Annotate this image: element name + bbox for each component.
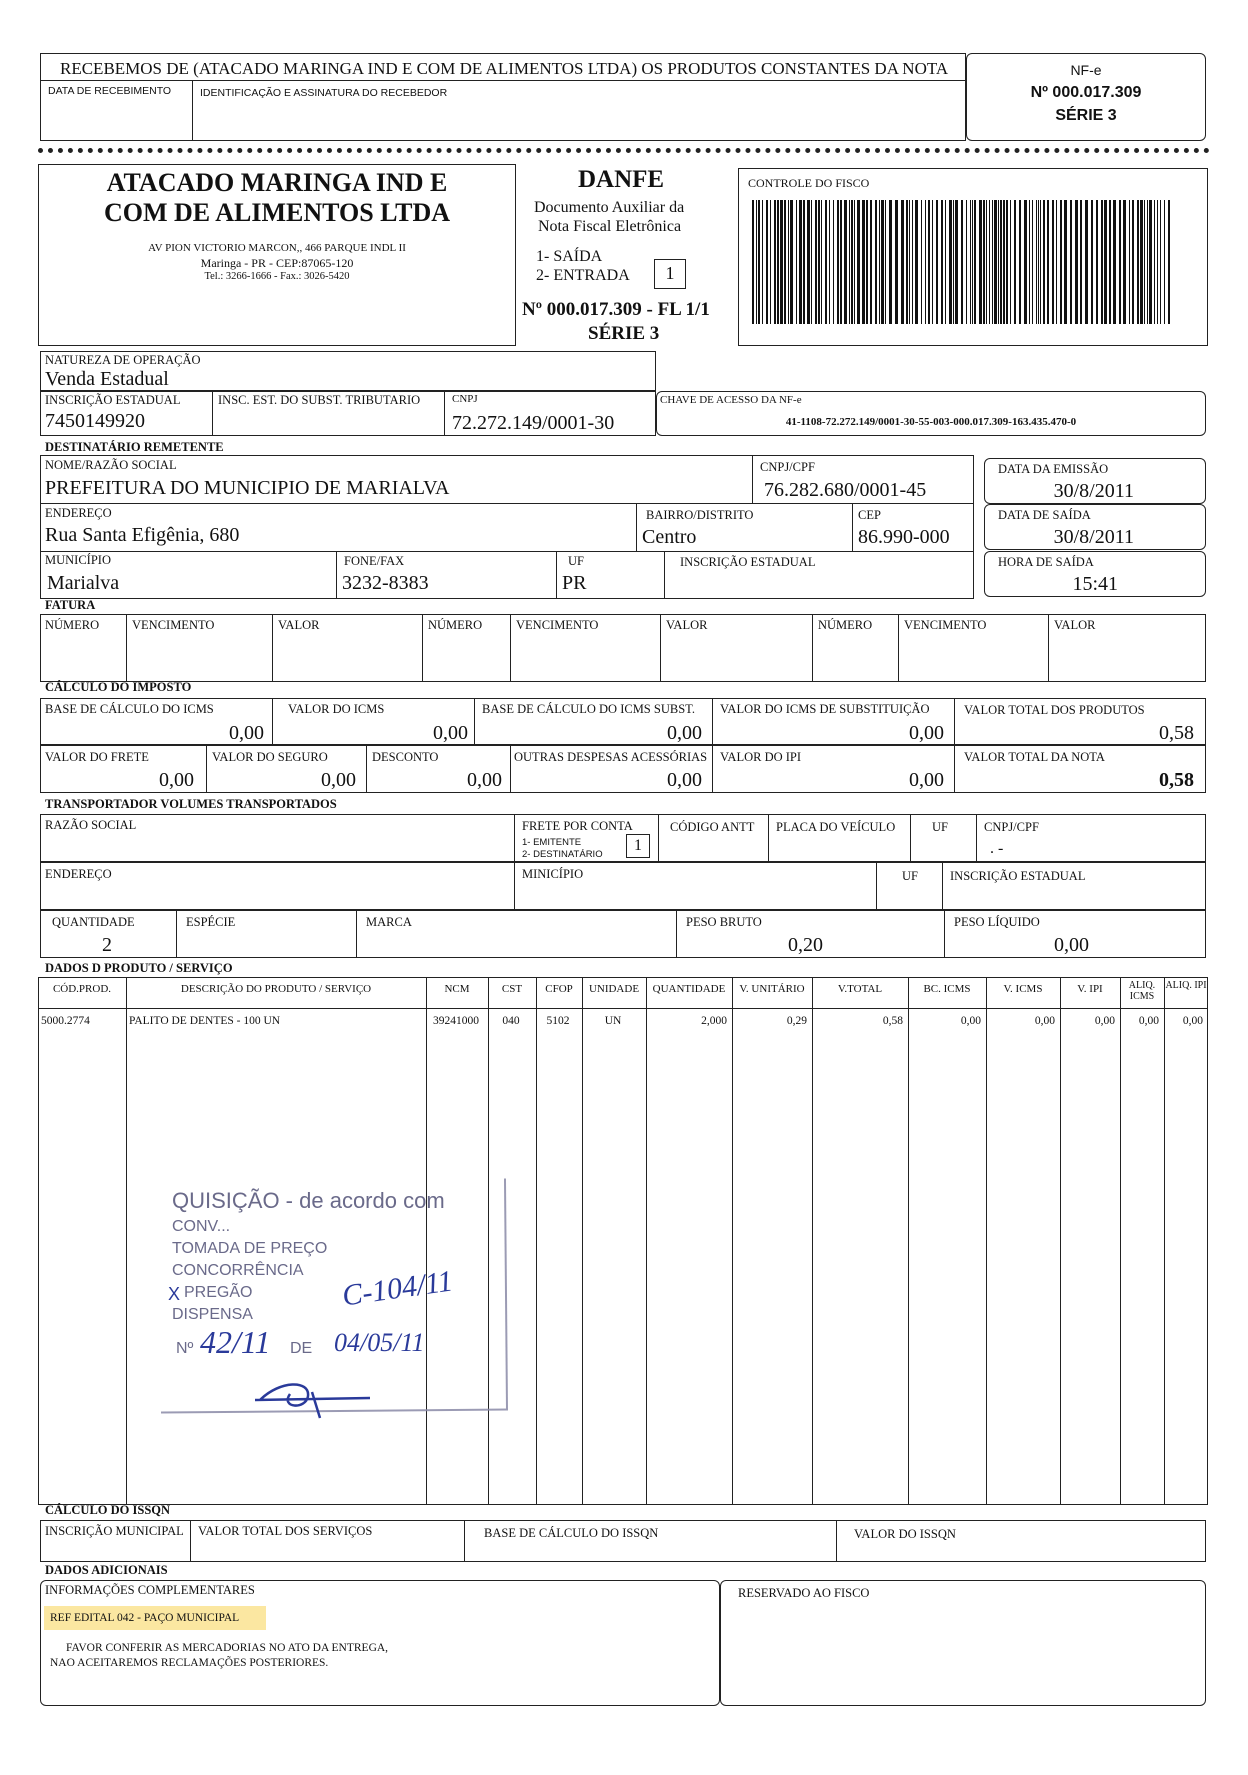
fatura-numero-1: NÚMERO	[45, 618, 100, 632]
chave-label: CHAVE DE ACESSO DA NF-e	[660, 394, 802, 406]
table-header-cell: ALIQ. IPI	[1165, 980, 1207, 991]
emitente-endereco: AV PION VICTORIO MARCON,, 466 PARQUE INDL II	[148, 242, 406, 254]
insc-subst-label: INSC. EST. DO SUBST. TRIBUTARIO	[218, 393, 421, 407]
base-subst: 0,00	[667, 722, 702, 744]
table-column-divider	[1164, 977, 1165, 1505]
danfe-numero: Nº 000.017.309 - FL 1/1	[522, 299, 710, 320]
table-cell: 5102	[546, 1015, 570, 1027]
transp-placa-label: PLACA DO VEÍCULO	[776, 820, 896, 834]
produtos-section: DADOS D PRODUTO / SERVIÇO	[45, 961, 233, 975]
transp-quantidade: 2	[102, 934, 112, 956]
table-cell: 0,00	[1094, 1015, 1115, 1027]
outras-label: OUTRAS DESPESAS ACESSÓRIAS	[514, 750, 708, 764]
dest-cep-label: CEP	[858, 508, 881, 522]
stamp-line3: TOMADA DE PREÇO	[172, 1240, 328, 1257]
table-cell: 2,000	[701, 1015, 727, 1027]
transp-endereco-label: ENDEREÇO	[45, 867, 112, 881]
canhoto-nfe-numero: Nº 000.017.309	[1030, 84, 1142, 101]
table-header-cell: CFOP	[545, 983, 573, 995]
base-icms-label: BASE DE CÁLCULO DO ICMS	[45, 702, 214, 716]
fatura-valor-1: VALOR	[278, 618, 320, 632]
table-header-cell: NCM	[444, 983, 470, 995]
dest-fone-label: FONE/FAX	[344, 554, 405, 568]
seguro-label: VALOR DO SEGURO	[212, 750, 328, 764]
transp-ie-label: INSCRIÇÃO ESTADUAL	[950, 869, 1086, 883]
transp-frete-box	[626, 834, 650, 858]
table-cell: 0,00	[1034, 1015, 1055, 1027]
ref-edital: REF EDITAL 042 - PAÇO MUNICIPAL	[50, 1612, 240, 1624]
emitente-telefone: Tel.: 3266-1666 - Fax.: 3026-5420	[204, 271, 350, 282]
issqn-section: CÁLCULO DO ISSQN	[45, 1503, 171, 1517]
table-column-divider	[732, 977, 733, 1505]
table-column-divider	[536, 977, 537, 1505]
fatura-numero-2: NÚMERO	[428, 618, 483, 632]
table-cell: 0,00	[1182, 1015, 1203, 1027]
danfe-saida: 1- SAÍDA	[536, 248, 603, 265]
dest-bairro: Centro	[642, 526, 697, 548]
stamp-line5-mark: X	[168, 1284, 181, 1304]
desconto-value: 0,00	[467, 769, 502, 791]
table-column-divider	[646, 977, 647, 1505]
table-header-cell: BC. ICMS	[923, 983, 971, 995]
danfe-serie: SÉRIE 3	[588, 323, 660, 344]
total-nota: 0,58	[1159, 769, 1194, 791]
transp-frete-label: FRETE POR CONTA	[522, 819, 633, 833]
base-subst-label: BASE DE CÁLCULO DO ICMS SUBST.	[482, 702, 695, 716]
stamp-line5: PREGÃO	[184, 1284, 253, 1301]
table-column-divider	[126, 977, 127, 1505]
ipi-label: VALOR DO IPI	[720, 750, 802, 764]
issqn-valor-label: VALOR DO ISSQN	[854, 1527, 956, 1541]
stamp-line5-hand: C-104/11	[340, 1264, 455, 1313]
emitente-nome-2: COM DE ALIMENTOS LTDA	[103, 198, 451, 227]
total-produtos-label: VALOR TOTAL DOS PRODUTOS	[964, 703, 1145, 717]
cnpj-value: 72.272.149/0001-30	[452, 412, 615, 434]
stamp-line7-prefix: Nº	[176, 1340, 194, 1357]
data-recebimento-label: DATA DE RECEBIMENTO	[48, 85, 172, 97]
recebemos-text: RECEBEMOS DE (ATACADO MARINGA IND E COM DE ALIMENTOS LTDA) OS PRODUTOS CONSTANTES DA NOTA	[60, 59, 949, 78]
transp-peso-bruto-label: PESO BRUTO	[686, 915, 762, 929]
natureza-label: NATUREZA DE OPERAÇÃO	[45, 353, 201, 367]
fatura-vencimento-2: VENCIMENTO	[516, 618, 599, 632]
fatura-vencimento-1: VENCIMENTO	[132, 618, 215, 632]
transp-razao-label: RAZÃO SOCIAL	[45, 818, 137, 832]
dest-uf-label: UF	[568, 554, 584, 568]
danfe-tipo: 1	[665, 263, 675, 283]
transp-peso-bruto: 0,20	[788, 934, 823, 956]
frete-value: 0,00	[159, 769, 194, 791]
aviso-2: NAO ACEITAREMOS RECLAMAÇÕES POSTERIORES.	[50, 1657, 329, 1669]
danfe-subtitle-1: Documento Auxiliar da	[534, 199, 685, 216]
transp-peso-liquido-label: PESO LÍQUIDO	[954, 915, 1040, 929]
table-column-divider	[1120, 977, 1121, 1505]
destinatario-section: DESTINATÁRIO REMETENTE	[45, 440, 224, 454]
table-header-cell: DESCRIÇÃO DO PRODUTO / SERVIÇO	[180, 983, 372, 995]
stamp-line7-num: 42/11	[200, 1324, 271, 1360]
stamp-line7-date: 04/05/11	[334, 1328, 425, 1357]
table-header-cell: ALIQ. ICMS	[1128, 980, 1156, 1002]
emitente-nome-1: ATACADO MARINGA IND E	[106, 168, 448, 197]
fatura-box	[40, 614, 1206, 682]
outras-value: 0,00	[667, 769, 702, 791]
valor-icms: 0,00	[433, 722, 468, 744]
controle-fisco-label: CONTROLE DO FISCO	[748, 176, 870, 190]
hora-value: 15:41	[1072, 573, 1118, 595]
transp-frete-op1: 1- EMITENTE	[522, 837, 582, 848]
emissao-value: 30/8/2011	[1053, 480, 1134, 502]
saida-value: 30/8/2011	[1053, 526, 1134, 548]
table-header-cell: V. IPI	[1077, 983, 1103, 995]
table-header-cell: UNIDADE	[588, 983, 640, 995]
table-header-cell: CST	[501, 983, 523, 995]
table-header-cell: CÓD.PROD.	[52, 983, 112, 995]
table-column-divider	[1060, 977, 1061, 1505]
dest-ie-label: INSCRIÇÃO ESTADUAL	[680, 555, 816, 569]
imposto-section: CÁLCULO DO IMPOSTO	[45, 680, 192, 694]
dest-cnpj-label: CNPJ/CPF	[760, 460, 815, 474]
info-complementares-label: INFORMAÇÕES COMPLEMENTARES	[45, 1583, 255, 1597]
table-cell: 0,29	[786, 1015, 807, 1027]
dest-nome-label: NOME/RAZÃO SOCIAL	[45, 458, 177, 472]
stamp-line2: CONV...	[172, 1218, 231, 1235]
transp-cnpj-label: CNPJ/CPF	[984, 820, 1039, 834]
dest-cnpj: 76.282.680/0001-45	[764, 479, 927, 501]
dest-municipio: Marialva	[47, 572, 120, 594]
danfe-tipo-box	[654, 259, 686, 289]
ipi-value: 0,00	[909, 769, 944, 791]
fatura-section: FATURA	[45, 598, 96, 612]
stamp-line1: QUISIÇÃO - de acordo com	[172, 1188, 445, 1213]
table-cell: 040	[502, 1015, 520, 1027]
table-cell: 39241000	[433, 1015, 479, 1027]
total-produtos: 0,58	[1159, 722, 1194, 744]
stamp-line4: CONCORRÊNCIA	[172, 1262, 304, 1279]
table-cell: PALITO DE DENTES - 100 UN	[129, 1015, 281, 1027]
table-cell: UN	[604, 1015, 622, 1027]
dest-fone: 3232-8383	[342, 572, 429, 594]
valor-subst: 0,00	[909, 722, 944, 744]
identificacao-label: IDENTIFICAÇÃO E ASSINATURA DO RECEBEDOR	[200, 87, 448, 99]
transp-frete-value: 1	[634, 837, 642, 854]
dest-endereco-label: ENDEREÇO	[45, 506, 112, 520]
danfe-subtitle-2: Nota Fiscal Eletrônica	[538, 218, 682, 235]
transp-uf2-label: UF	[902, 869, 918, 883]
transp-municipio-label: MINICÍPIO	[522, 867, 584, 881]
ie-value: 7450149920	[45, 410, 145, 432]
transp-quantidade-label: QUANTIDADE	[52, 915, 135, 929]
dest-cep: 86.990-000	[858, 526, 950, 548]
issqn-total-servicos-label: VALOR TOTAL DOS SERVIÇOS	[198, 1524, 373, 1538]
stamp-line7-de: DE	[290, 1340, 313, 1357]
dest-nome: PREFEITURA DO MUNICIPIO DE MARIALVA	[45, 477, 450, 499]
danfe-entrada: 2- ENTRADA	[536, 267, 630, 284]
canhoto-nfe-label: NF-e	[1070, 62, 1102, 78]
desconto-label: DESCONTO	[372, 750, 439, 764]
valor-subst-label: VALOR DO ICMS DE SUBSTITUIÇÃO	[720, 702, 930, 716]
table-column-divider	[582, 977, 583, 1505]
valor-icms-label: VALOR DO ICMS	[288, 702, 385, 716]
dest-bairro-label: BAIRRO/DISTRITO	[646, 508, 754, 522]
canhoto-nfe-serie: SÉRIE 3	[1055, 107, 1117, 124]
total-nota-label: VALOR TOTAL DA NOTA	[964, 750, 1105, 764]
table-cell: 0,00	[960, 1015, 981, 1027]
natureza-value: Venda Estadual	[45, 368, 169, 390]
ie-label: INSCRIÇÃO ESTADUAL	[45, 393, 181, 407]
transp-antt-label: CÓDIGO ANTT	[670, 820, 755, 834]
table-header-cell: V.TOTAL	[837, 983, 883, 995]
table-cell: 0,58	[882, 1015, 903, 1027]
table-header-cell: QUANTIDADE	[652, 983, 726, 995]
adicionais-section: DADOS ADICIONAIS	[45, 1563, 168, 1577]
fatura-valor-2: VALOR	[666, 618, 708, 632]
table-cell: 5000.2774	[41, 1015, 90, 1027]
chave-value: 41-1108-72.272.149/0001-30-55-003-000.017.309-163.435.470-0	[785, 416, 1077, 428]
transp-cnpj-value: . -	[990, 840, 1004, 857]
emissao-label: DATA DA EMISSÃO	[998, 462, 1109, 476]
transp-uf-label: UF	[932, 820, 948, 834]
aviso-1: FAVOR CONFERIR AS MERCADORIAS NO ATO DA ENTREGA,	[66, 1642, 389, 1654]
dest-uf: PR	[562, 572, 587, 594]
transp-marca-label: MARCA	[366, 915, 412, 929]
transp-especie-label: ESPÉCIE	[186, 915, 236, 929]
fatura-numero-3: NÚMERO	[818, 618, 873, 632]
reservado-fisco-label: RESERVADO AO FISCO	[738, 1586, 870, 1600]
fatura-valor-3: VALOR	[1054, 618, 1096, 632]
table-header-cell: V. UNITÁRIO	[739, 983, 805, 995]
transp-peso-liquido: 0,00	[1054, 934, 1089, 956]
table-header-cell: V. ICMS	[1003, 983, 1043, 995]
issqn-inscricao-label: INSCRIÇÃO MUNICIPAL	[45, 1524, 184, 1538]
seguro-value: 0,00	[321, 769, 356, 791]
cnpj-label: CNPJ	[452, 393, 478, 405]
emitente-cidade: Maringa - PR - CEP:87065-120	[200, 256, 354, 270]
danfe-title: DANFE	[578, 166, 665, 193]
cut-line	[38, 148, 1210, 153]
hora-label: HORA DE SAÍDA	[998, 555, 1094, 569]
issqn-base-label: BASE DE CÁLCULO DO ISSQN	[484, 1526, 659, 1540]
signature	[250, 1370, 380, 1420]
barcode	[752, 200, 1174, 324]
table-column-divider	[812, 977, 813, 1505]
dest-endereco: Rua Santa Efigênia, 680	[45, 524, 240, 546]
transportador-section: TRANSPORTADOR VOLUMES TRANSPORTADOS	[45, 797, 337, 811]
table-column-divider	[908, 977, 909, 1505]
base-icms: 0,00	[229, 722, 264, 744]
saida-label: DATA DE SAÍDA	[998, 508, 1091, 522]
dest-municipio-label: MUNICÍPIO	[45, 553, 111, 567]
table-cell: 0,00	[1138, 1015, 1159, 1027]
stamp-line6: DISPENSA	[172, 1306, 253, 1323]
transp-frete-op2: 2- DESTINATÁRIO	[522, 849, 603, 860]
frete-label: VALOR DO FRETE	[45, 750, 149, 764]
table-column-divider	[986, 977, 987, 1505]
fatura-vencimento-3: VENCIMENTO	[904, 618, 987, 632]
